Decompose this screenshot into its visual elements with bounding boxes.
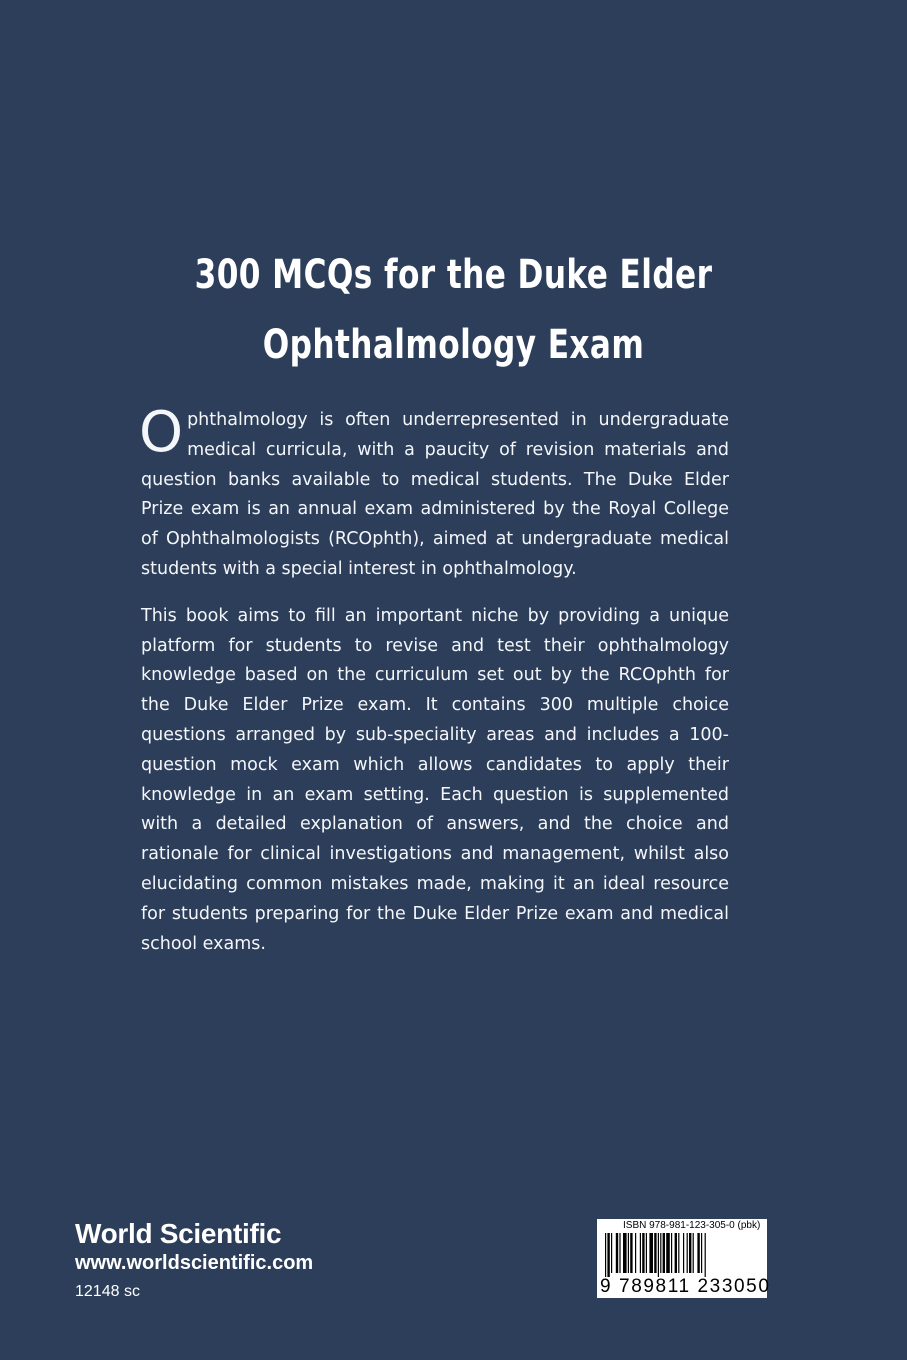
barcode-bar	[630, 1233, 632, 1273]
publisher-block	[75, 1218, 313, 1305]
barcode-bar	[660, 1233, 661, 1273]
barcode-bar	[701, 1233, 702, 1273]
blurb-paragraph-1	[139, 400, 729, 585]
barcode-bar	[623, 1233, 627, 1273]
barcode-bar	[675, 1233, 677, 1273]
publisher-url: www.worldscientific.com	[75, 1252, 314, 1274]
product-code: 12148 sc	[75, 1283, 140, 1300]
blurb	[139, 400, 729, 976]
barcode-bars	[603, 1233, 761, 1277]
barcode-bar	[687, 1233, 688, 1273]
barcode-bar	[666, 1233, 670, 1273]
barcode	[597, 1219, 771, 1298]
barcode-bar	[635, 1233, 636, 1273]
isbn-label: ISBN 978-981-123-305-0 (pbk)	[623, 1220, 761, 1231]
barcode-bar	[658, 1233, 659, 1277]
blurb-paragraph-2: This book aims to fill an important niche by providing a unique platform for students to revise and test their ophthalmology knowledge based on the curriculum set out by the RCOphth for the Duke Elder Prize exam. It contains 300 multiple choice questions arranged by sub-speciality areas and includes a 100-question mock exam which allows candidates to apply their knowledge in an exam setting. Each question is supplemented with a detailed explanation of answers, and the choice and rationale for clinical investigations and management, whilst also elucidating common mistakes made, making it an ideal resource for students preparing for the Duke Elder Prize exam and medical school exams.	[141, 605, 729, 954]
barcode-bar	[683, 1233, 684, 1273]
barcode-bar	[605, 1233, 606, 1277]
title-line-2: Ophthalmology Exam	[262, 322, 645, 368]
drop-cap: O	[139, 400, 184, 465]
barcode-bar	[654, 1233, 656, 1273]
barcode-bar	[607, 1233, 609, 1277]
barcode-bar	[705, 1233, 706, 1277]
barcode-digits: 9 789811 233050	[600, 1276, 771, 1297]
blurb-paragraph-1-text: phthalmology is often underrepresented in undergraduate medical curricula, with a paucity of revision materials and question banks available to medical students. The Duke Elder Prize exam is an annual exam administered by the Royal College of Ophthalmologists (RCOphth), aimed at undergraduate medical students with a special interest in ophthalmology.	[141, 410, 729, 579]
barcode-bar	[671, 1233, 672, 1273]
barcode-bar	[646, 1233, 647, 1273]
barcode-bar	[619, 1233, 620, 1273]
barcode-bar	[640, 1233, 641, 1273]
barcode-bar	[611, 1233, 612, 1273]
barcode-bar	[649, 1233, 653, 1273]
barcode-bar	[697, 1233, 699, 1273]
barcode-bar	[628, 1233, 629, 1273]
barcode-bar	[663, 1233, 665, 1273]
publisher-name: World Scientific	[75, 1218, 282, 1249]
title-line-1: 300 MCQs for the Duke Elder	[194, 252, 713, 298]
barcode-bar	[693, 1233, 694, 1273]
barcode-bar	[678, 1233, 679, 1273]
barcode-bar	[689, 1233, 691, 1273]
book-title	[193, 240, 713, 380]
barcode-bar	[616, 1233, 618, 1273]
barcode-bar	[642, 1233, 644, 1273]
